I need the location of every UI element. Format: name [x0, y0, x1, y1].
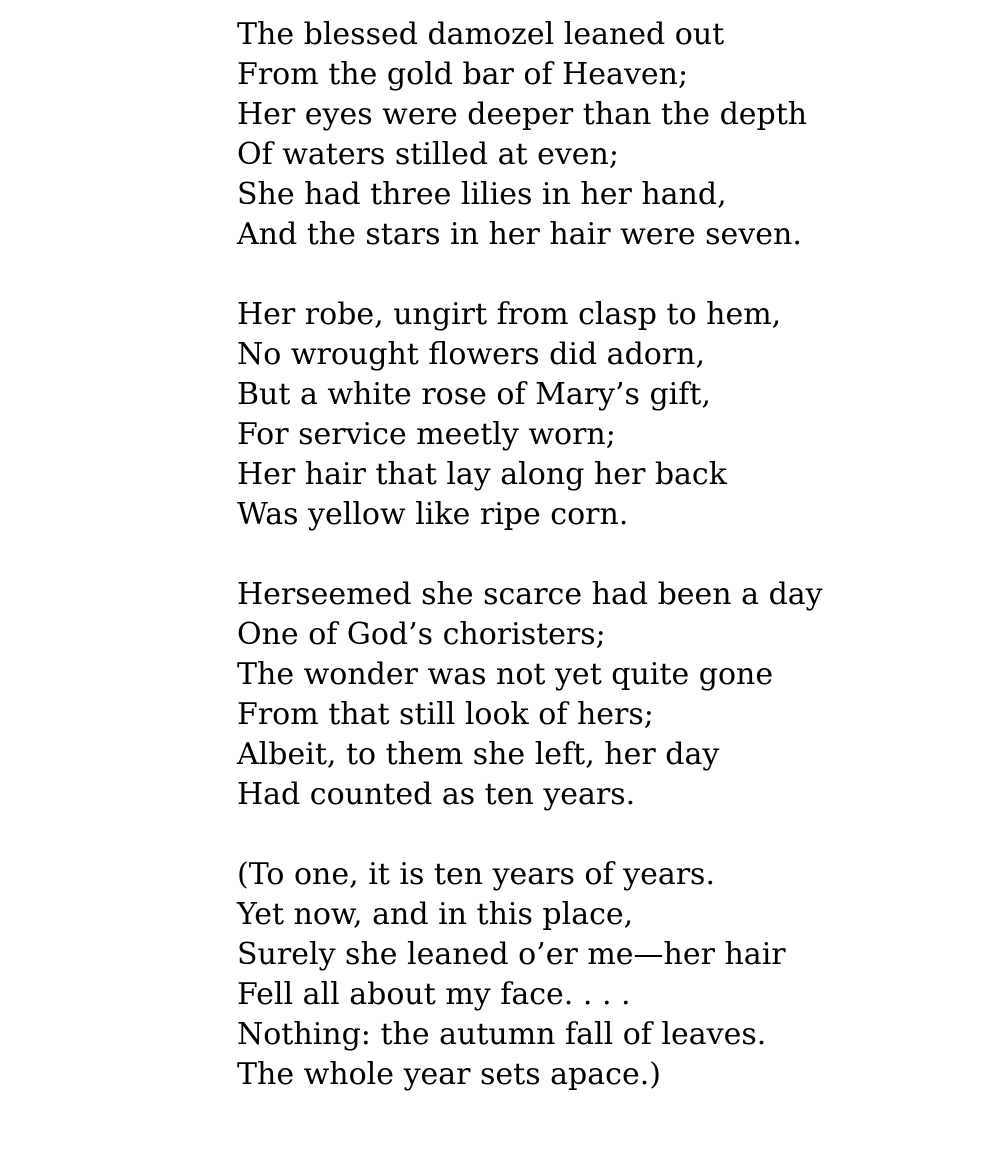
stanza-3	[237, 575, 977, 815]
poem-line: One of God’s choristers;	[237, 617, 606, 652]
poem-line: Herseemed she scarce had been a day	[237, 577, 823, 612]
stanza-2	[237, 295, 977, 535]
poem-line: Had counted as ten years.	[237, 777, 636, 812]
poem-text	[237, 15, 977, 1135]
poem-line: Albeit, to them she left, her day	[237, 737, 720, 772]
stanza-4	[237, 855, 977, 1095]
poem-line: From that still look of hers;	[237, 697, 654, 732]
poem-line: The whole year sets apace.)	[237, 1057, 661, 1092]
poem-line: The blessed damozel leaned out	[237, 17, 725, 52]
poem-line: Fell all about my face. . . .	[237, 977, 631, 1012]
poem-line: The wonder was not yet quite gone	[237, 657, 774, 692]
stanza-1	[237, 15, 977, 255]
poem-line: Surely she leaned o’er me—her hair	[237, 937, 786, 972]
poem-line: But a white rose of Mary’s gift,	[237, 377, 711, 412]
poem-line: Her robe, ungirt from clasp to hem,	[237, 297, 782, 332]
poem-line: Her hair that lay along her back	[237, 457, 727, 492]
poem-line: And the stars in her hair were seven.	[237, 217, 802, 252]
poem-line: Of waters stilled at even;	[237, 137, 619, 172]
poem-line: (To one, it is ten years of years.	[237, 857, 715, 892]
poem-line: Yet now, and in this place,	[237, 897, 634, 932]
poem-line: She had three lilies in her hand,	[237, 177, 727, 212]
poem-line: No wrought flowers did adorn,	[237, 337, 706, 372]
poem-line: Nothing: the autumn fall of leaves.	[237, 1017, 767, 1052]
poem-line: From the gold bar of Heaven;	[237, 57, 689, 92]
poem-line: Was yellow like ripe corn.	[237, 497, 629, 532]
poem-line: Her eyes were deeper than the depth	[237, 97, 808, 132]
poem-line: For service meetly worn;	[237, 417, 616, 452]
